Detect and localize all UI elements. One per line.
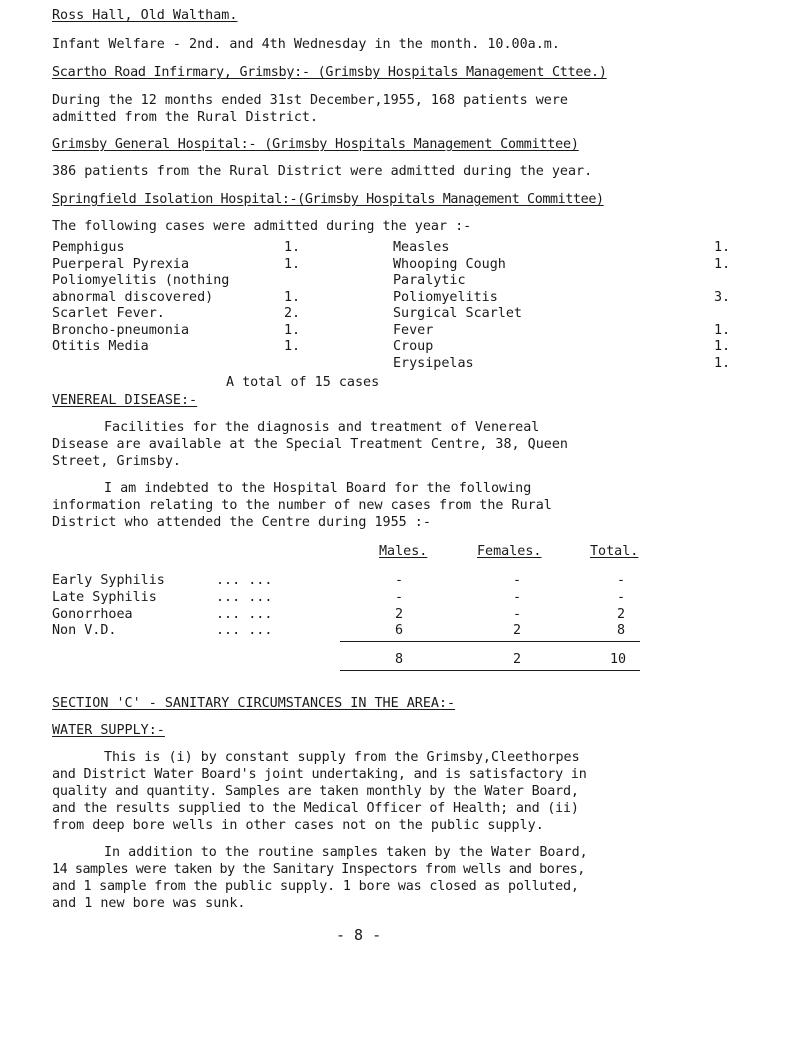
vd-row-label: Gonorrhoea [52, 607, 133, 622]
case-count: 1. [284, 322, 301, 338]
column-header-total: Total. [590, 544, 639, 559]
case-row [393, 290, 733, 307]
place-heading: Ross Hall, Old Waltham. [52, 8, 238, 23]
case-row [52, 339, 352, 356]
vd-males: 6 [395, 623, 404, 638]
scartho-heading: Scartho Road Infirmary, Grimsby:- (Grimsby Hospitals Management Cttee.) [52, 65, 607, 80]
cases-right-column [393, 240, 733, 372]
vd-males: - [395, 573, 404, 588]
case-label: Puerperal Pyrexia [52, 256, 190, 272]
table-rule-bottom [340, 670, 640, 671]
case-label: Croup [393, 339, 434, 354]
water-p1-line: and the results supplied to the Medical Officer of Health; and (ii) [52, 801, 579, 816]
water-p2-line: and 1 new bore was sunk. [52, 896, 246, 911]
water-p1-line: and District Water Board's joint undertaking, and is satisfactory in [52, 767, 587, 782]
vd-males: 2 [395, 607, 404, 622]
case-label: abnormal discovered) [52, 289, 214, 305]
case-label: Fever [393, 322, 434, 338]
water-p2-line: In addition to the routine samples taken by the Water Board, [104, 845, 588, 860]
springfield-total: A total of 15 cases [226, 375, 380, 390]
case-label: Erysipelas [393, 355, 474, 371]
case-row [393, 306, 733, 323]
vd-row-label: Non V.D. [52, 623, 117, 638]
venereal-p2-line: I am indebted to the Hospital Board for the following [104, 481, 532, 496]
vd-total: - [617, 590, 626, 605]
case-row [393, 257, 733, 274]
case-row [52, 273, 352, 290]
case-count: 3. [714, 289, 731, 305]
column-header-females: Females. [477, 544, 542, 559]
vd-row-dots: ... ... [216, 590, 273, 605]
infant-welfare-line: Infant Welfare - 2nd. and 4th Wednesday in the month. 10.00a.m. [52, 37, 560, 52]
case-row [52, 257, 352, 274]
vd-total-males: 8 [395, 652, 404, 667]
vd-total: 8 [617, 623, 626, 638]
springfield-heading: Springfield Isolation Hospital:-(Grimsby Hospitals Management Committee) [52, 192, 604, 207]
case-label: Measles [393, 240, 450, 255]
vd-row-label: Late Syphilis [52, 590, 157, 605]
case-label: Otitis Media [52, 339, 149, 354]
table-rule-top [340, 641, 640, 642]
case-label: Whooping Cough [393, 256, 506, 272]
case-label: Scarlet Fever. [52, 306, 165, 321]
vd-females: - [513, 590, 522, 605]
case-count: 1. [284, 256, 301, 272]
water-supply-heading: WATER SUPPLY:- [52, 723, 165, 738]
vd-row-label: Early Syphilis [52, 573, 165, 588]
venereal-p2-line: information relating to the number of new cases from the Rural [52, 498, 552, 513]
case-row [52, 323, 352, 340]
case-label: Broncho-pneumonia [52, 322, 190, 338]
general-hospital-heading: Grimsby General Hospital:- (Grimsby Hospitals Management Committee) [52, 137, 579, 152]
water-p1-line: This is (i) by constant supply from the Grimsby,Cleethorpes [104, 750, 580, 765]
water-p2-line: 14 samples were taken by the Sanitary Inspectors from wells and bores, [52, 862, 585, 877]
case-count: 1. [714, 322, 731, 338]
case-count: 1. [284, 289, 301, 305]
venereal-p1-line: Facilities for the diagnosis and treatment of Venereal [104, 420, 540, 435]
case-row [393, 356, 733, 373]
vd-total-total: 10 [610, 652, 627, 667]
case-count: 1. [714, 339, 731, 354]
vd-females: - [513, 573, 522, 588]
case-label: Surgical Scarlet [393, 306, 522, 321]
vd-females: 2 [513, 623, 522, 638]
case-row [393, 273, 733, 290]
scartho-body-1: During the 12 months ended 31st December,1955, 168 patients were [52, 93, 568, 108]
vd-row-dots: ... ... [216, 623, 273, 638]
case-count: 1. [714, 240, 731, 255]
scartho-body-2: admitted from the Rural District. [52, 110, 319, 125]
case-row [52, 306, 352, 323]
case-label: Poliomyelitis [393, 289, 498, 305]
case-row [52, 290, 352, 307]
page-number: - 8 - [336, 926, 382, 944]
case-label: Poliomyelitis (nothing [52, 273, 230, 288]
case-row [393, 323, 733, 340]
water-p1-line: quality and quantity. Samples are taken monthly by the Water Board, [52, 784, 579, 799]
case-label: Pemphigus [52, 240, 125, 255]
water-p2-line: and 1 sample from the public supply. 1 bore was closed as polluted, [52, 879, 579, 894]
case-row [393, 339, 733, 356]
vd-total-females: 2 [513, 652, 522, 667]
vd-total: - [617, 573, 626, 588]
case-count: 1. [284, 339, 301, 354]
case-count: 2. [284, 306, 301, 321]
vd-total: 2 [617, 607, 626, 622]
vd-row-dots: ... ... [216, 573, 273, 588]
case-count: 1. [284, 240, 301, 255]
venereal-p1-line: Disease are available at the Special Treatment Centre, 38, Queen [52, 437, 568, 452]
case-count: 1. [714, 355, 731, 371]
springfield-intro: The following cases were admitted during the year :- [52, 219, 472, 234]
venereal-p2-line: District who attended the Centre during 1955 :- [52, 515, 431, 530]
case-row [393, 240, 733, 257]
vd-males: - [395, 590, 404, 605]
venereal-heading: VENEREAL DISEASE:- [52, 393, 198, 408]
water-p1-line: from deep bore wells in other cases not on the public supply. [52, 818, 544, 833]
cases-left-column [52, 240, 352, 356]
column-header-males: Males. [379, 544, 428, 559]
venereal-p1-line: Street, Grimsby. [52, 454, 181, 469]
vd-females: - [513, 607, 522, 622]
case-label: Paralytic [393, 273, 466, 288]
vd-row-dots: ... ... [216, 607, 273, 622]
section-c-heading: SECTION 'C' - SANITARY CIRCUMSTANCES IN THE AREA:- [52, 696, 456, 711]
general-hospital-body: 386 patients from the Rural District were admitted during the year. [52, 164, 593, 179]
case-count: 1. [714, 256, 731, 272]
case-row [52, 240, 352, 257]
